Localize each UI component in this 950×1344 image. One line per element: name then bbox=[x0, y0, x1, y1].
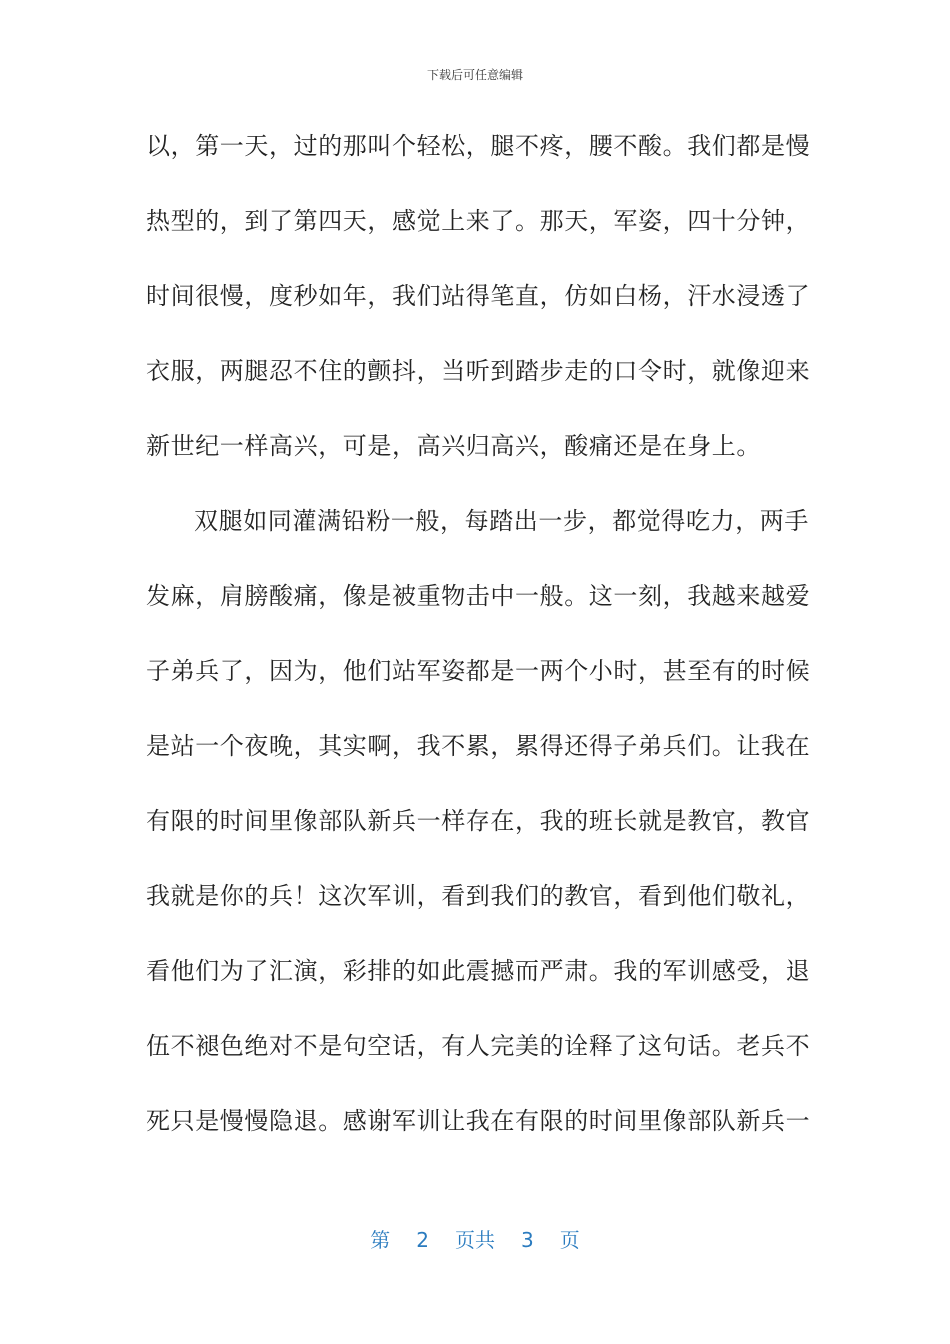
footer-middle: 页共 bbox=[455, 1228, 495, 1252]
body-line: 看他们为了汇演，彩排的如此震撼而严肃。我的军训感受，退 bbox=[146, 957, 811, 985]
footer-prefix: 第 bbox=[370, 1228, 391, 1252]
total-page-number: 3 bbox=[521, 1228, 534, 1252]
body-line: 我就是你的兵！这次军训，看到我们的教官，看到他们敬礼， bbox=[146, 882, 811, 910]
body-line: 伍不褪色绝对不是句空话，有人完美的诠释了这句话。老兵不 bbox=[146, 1032, 811, 1060]
body-line: 发麻，肩膀酸痛，像是被重物击中一般。这一刻，我越来越爱 bbox=[146, 582, 811, 610]
page-header: 下载后可任意编辑 bbox=[426, 68, 523, 82]
body-line: 是站一个夜晚，其实啊，我不累，累得还得子弟兵们。让我在 bbox=[146, 732, 811, 760]
body-line: 衣服，两腿忍不住的颤抖，当听到踏步走的口令时，就像迎来 bbox=[146, 357, 811, 385]
footer-suffix: 页 bbox=[559, 1228, 580, 1252]
body-line: 时间很慢，度秒如年，我们站得笔直，仿如白杨，汗水浸透了 bbox=[146, 282, 811, 310]
body-line: 以，第一天，过的那叫个轻松，腿不疼，腰不酸。我们都是慢 bbox=[146, 132, 811, 160]
body-line: 有限的时间里像部队新兵一样存在，我的班长就是教官，教官 bbox=[146, 807, 811, 835]
body-line: 新世纪一样高兴，可是，高兴归高兴，酸痛还是在身上。 bbox=[146, 432, 761, 460]
document-body bbox=[146, 125, 811, 1175]
body-line: 热型的，到了第四天，感觉上来了。那天，军姿，四十分钟， bbox=[146, 207, 811, 235]
body-line: 子弟兵了，因为，他们站军姿都是一两个小时，甚至有的时候 bbox=[146, 657, 811, 685]
current-page-number: 2 bbox=[416, 1228, 429, 1252]
body-line: 死只是慢慢隐退。感谢军训让我在有限的时间里像部队新兵一 bbox=[146, 1107, 811, 1135]
paragraph-start-line: 双腿如同灌满铅粉一般，每踏出一步，都觉得吃力，两手 bbox=[194, 507, 809, 535]
page-footer bbox=[0, 1224, 950, 1253]
